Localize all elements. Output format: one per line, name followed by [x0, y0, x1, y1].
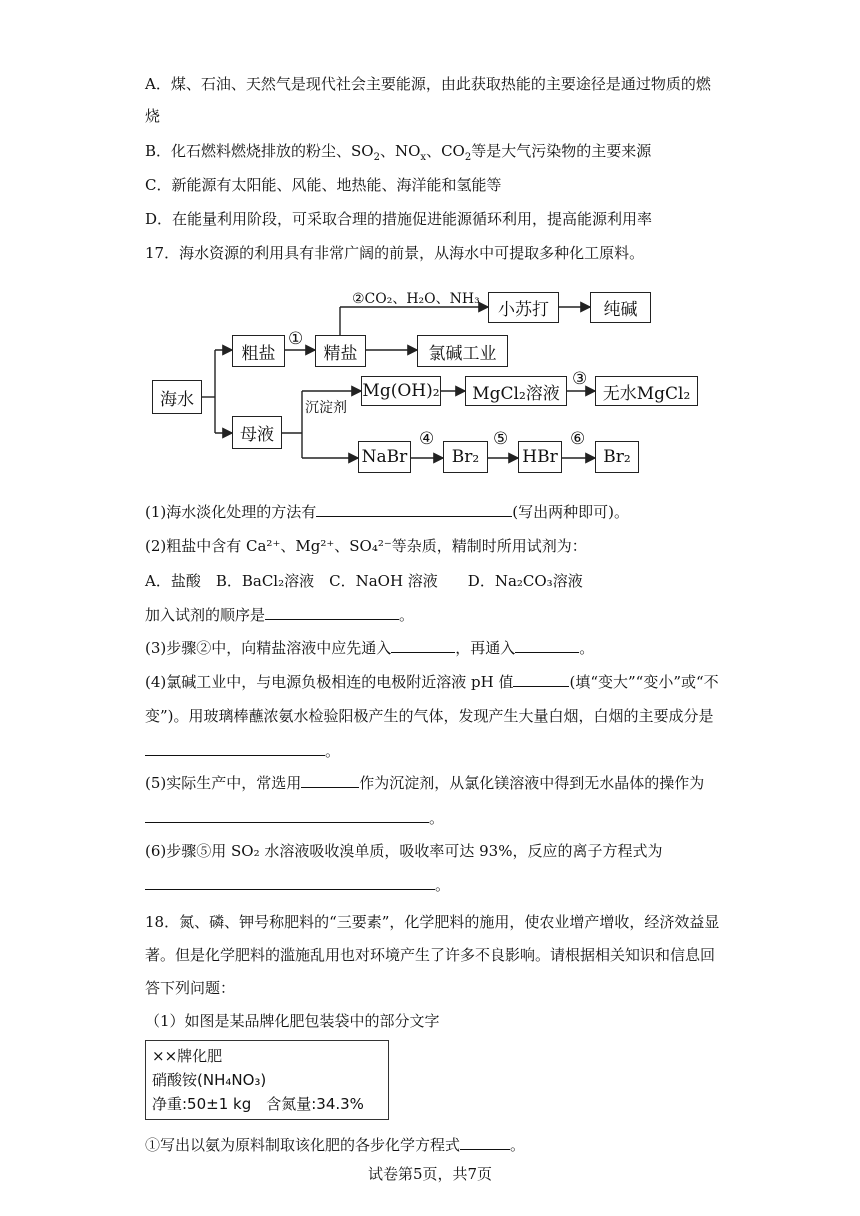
q17-part5-line1: (5)实际生产中，常选用 作为沉淀剂，从氯化镁溶液中得到无水晶体的操作为: [145, 774, 705, 792]
answer-blank[interactable]: [145, 808, 429, 823]
step-3-marker: ③: [572, 369, 588, 389]
q17-part4-line2: 变”)。用玻璃棒蘸浓氨水检验阳极产生的气体，发现产生大量白烟，白烟的主要成分是: [145, 707, 714, 725]
box-seawater: 海水: [152, 380, 202, 414]
step-1-marker: ①: [288, 329, 304, 349]
step-2-reagents: ②CO₂、H₂O、NH₃: [352, 291, 480, 307]
q16-option-b: B．化石燃料燃烧排放的粉尘、$SO_2$、$NO_x$、$CO_2$等是大气污染物的主要来源: [145, 142, 652, 163]
q18-question1: ①写出以氨为原料制取该化肥的各步化学方程式 。: [145, 1136, 526, 1154]
q16-option-a-line2: 烧: [145, 107, 161, 125]
answer-blank[interactable]: [145, 741, 325, 756]
fertilizer-label: [145, 1040, 389, 1120]
q18-sub1: （1）如图是某品牌化肥包装袋中的部分文字: [145, 1012, 440, 1030]
step-4-marker: ④: [419, 429, 435, 449]
box-soda-ash: 纯碱: [590, 292, 651, 323]
answer-blank[interactable]: [145, 875, 435, 890]
q17-part4-line1: (4)氯碱工业中，与电源负极相连的电极附近溶液 pH 值 (填“变大”“变小”或“不: [145, 673, 719, 691]
step-6-marker: ⑥: [570, 429, 586, 449]
box-baking-soda: 小苏打: [488, 292, 559, 323]
q17-order: 加入试剂的顺序是 。: [145, 606, 415, 624]
step-5-marker: ⑤: [493, 429, 509, 449]
box-mother-liquor: 母液: [232, 416, 282, 449]
seawater-flow-diagram: [145, 273, 701, 483]
answer-blank[interactable]: [515, 638, 579, 653]
q18-stem-line2: 著。但是化学肥料的滥施乱用也对环境产生了许多不良影响。请根据相关知识和信息回: [145, 946, 716, 964]
fertilizer-brand: ××牌化肥: [152, 1047, 223, 1065]
answer-blank[interactable]: [316, 502, 512, 517]
q17-stem: 17．海水资源的利用具有非常广阔的前景，从海水中可提取多种化工原料。: [145, 244, 645, 262]
box-br2-first: Br₂: [443, 441, 488, 473]
box-br2-second: Br₂: [595, 441, 639, 473]
q16-option-d: D．在能量利用阶段，可采取合理的措施促进能源循环利用，提高能源利用率: [145, 210, 653, 228]
q17-reagent-options: A．盐酸 B．BaCl₂溶液 C．NaOH 溶液 D．Na₂CO₃溶液: [145, 572, 583, 590]
fertilizer-weight: 净重:50±1 kg 含氮量:34.3%: [152, 1095, 364, 1113]
q17-part1: (1)海水淡化处理的方法有 (写出两种即可)。: [145, 503, 629, 521]
page-footer: 试卷第5页，共7页: [367, 1165, 493, 1183]
answer-blank[interactable]: [301, 773, 359, 788]
q16-option-a-line1: A．煤、石油、天然气是现代社会主要能源，由此获取热能的主要途径是通过物质的燃: [145, 75, 711, 93]
q17-part2: (2)粗盐中含有 Ca²⁺、Mg²⁺、SO₄²⁻等杂质，精制时所用试剂为：: [145, 537, 587, 555]
box-mgcl2-solution: MgCl₂溶液: [465, 376, 567, 406]
answer-blank[interactable]: [391, 638, 455, 653]
q17-part6-line1: (6)步骤⑤用 SO₂ 水溶液吸收溴单质，吸收率可达 93%，反应的离子方程式为: [145, 842, 663, 860]
q17-part3: (3)步骤②中，向精盐溶液中应先通入 ，再通入 。: [145, 639, 595, 657]
box-nabr: NaBr: [358, 441, 411, 473]
fertilizer-name: 硝酸铵(NH₄NO₃): [152, 1071, 267, 1089]
box-mg-oh-2: Mg(OH)₂: [361, 376, 441, 406]
box-refined-salt: 精盐: [315, 335, 366, 367]
box-hbr: HBr: [518, 441, 562, 473]
answer-blank[interactable]: [460, 1135, 510, 1150]
answer-blank[interactable]: [513, 672, 569, 687]
q17-part6-line2: 。: [145, 875, 450, 895]
box-chlor-alkali: 氯碱工业: [417, 335, 508, 367]
box-crude-salt: 粗盐: [232, 335, 285, 367]
q17-part5-line2: 。: [145, 808, 444, 828]
q18-stem-line1: 18．氮、磷、钾号称肥料的“三要素”，化学肥料的施用，使农业增产增收，经济效益显: [145, 913, 720, 931]
answer-blank[interactable]: [265, 605, 399, 620]
precipitant-label: 沉淀剂: [305, 400, 347, 416]
q17-part4-line3: 。: [145, 741, 340, 761]
q18-stem-line3: 答下列问题：: [145, 979, 236, 997]
box-anhydrous-mgcl2: 无水MgCl₂: [595, 376, 698, 406]
q16-option-c: C．新能源有太阳能、风能、地热能、海洋能和氢能等: [145, 176, 502, 194]
